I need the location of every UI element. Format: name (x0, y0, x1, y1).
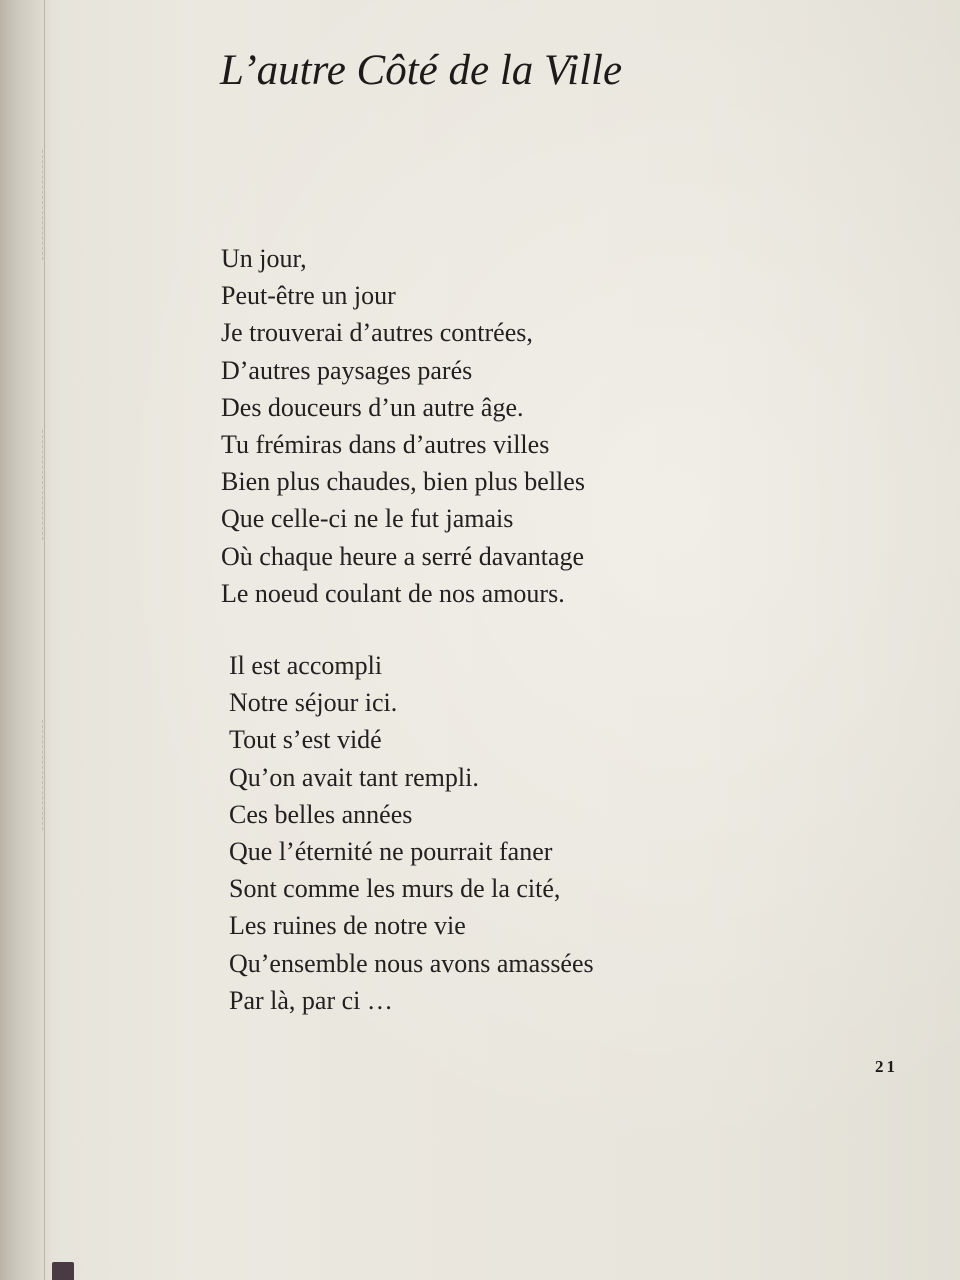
poem-line: Des douceurs d’un autre âge. (221, 392, 524, 422)
poem-stanza-1 (221, 240, 585, 612)
poem-line: Peut-être un jour (221, 281, 396, 311)
poem-line: Il est accompli (229, 651, 383, 680)
poem-line: Où chaque heure a serré davantage (221, 541, 585, 571)
binding-stitch (42, 720, 48, 830)
binding-stitch (42, 150, 48, 260)
book-cover-edge (52, 1262, 74, 1280)
poem-line: Que celle-ci ne le fut jamais (221, 504, 514, 534)
poem-line: Sont comme les murs de la cité, (229, 874, 561, 904)
poem-line: Tu frémiras dans d’autres villes (221, 429, 550, 459)
poem-line: Le noeud coulant de nos amours. (221, 578, 565, 608)
poem-line: Qu’ensemble nous avons amassées (229, 948, 594, 978)
poem-line: Par là, par ci … (229, 985, 393, 1015)
poem-title: L’autre Côté de la Ville (220, 47, 623, 94)
poem-line: Je trouverai d’autres contrées, (221, 318, 533, 348)
page-number: 21 (875, 1057, 898, 1076)
poem-line: Tout s’est vidé (229, 725, 382, 755)
poem-line: D’autres paysages parés (221, 355, 473, 385)
poem-line: Ces belles années (229, 799, 413, 829)
poem-stanza-2 (229, 647, 594, 1019)
poem-line: Notre séjour ici. (229, 688, 398, 718)
poem-line: Qu’on avait tant rempli. (229, 762, 479, 792)
poem-line: Les ruines de notre vie (229, 911, 466, 941)
poem-line: Un jour, (221, 244, 307, 273)
poem-line: Bien plus chaudes, bien plus belles (221, 467, 585, 497)
binding-stitch (42, 430, 48, 540)
poem-line: Que l’éternité ne pourrait faner (229, 836, 553, 866)
